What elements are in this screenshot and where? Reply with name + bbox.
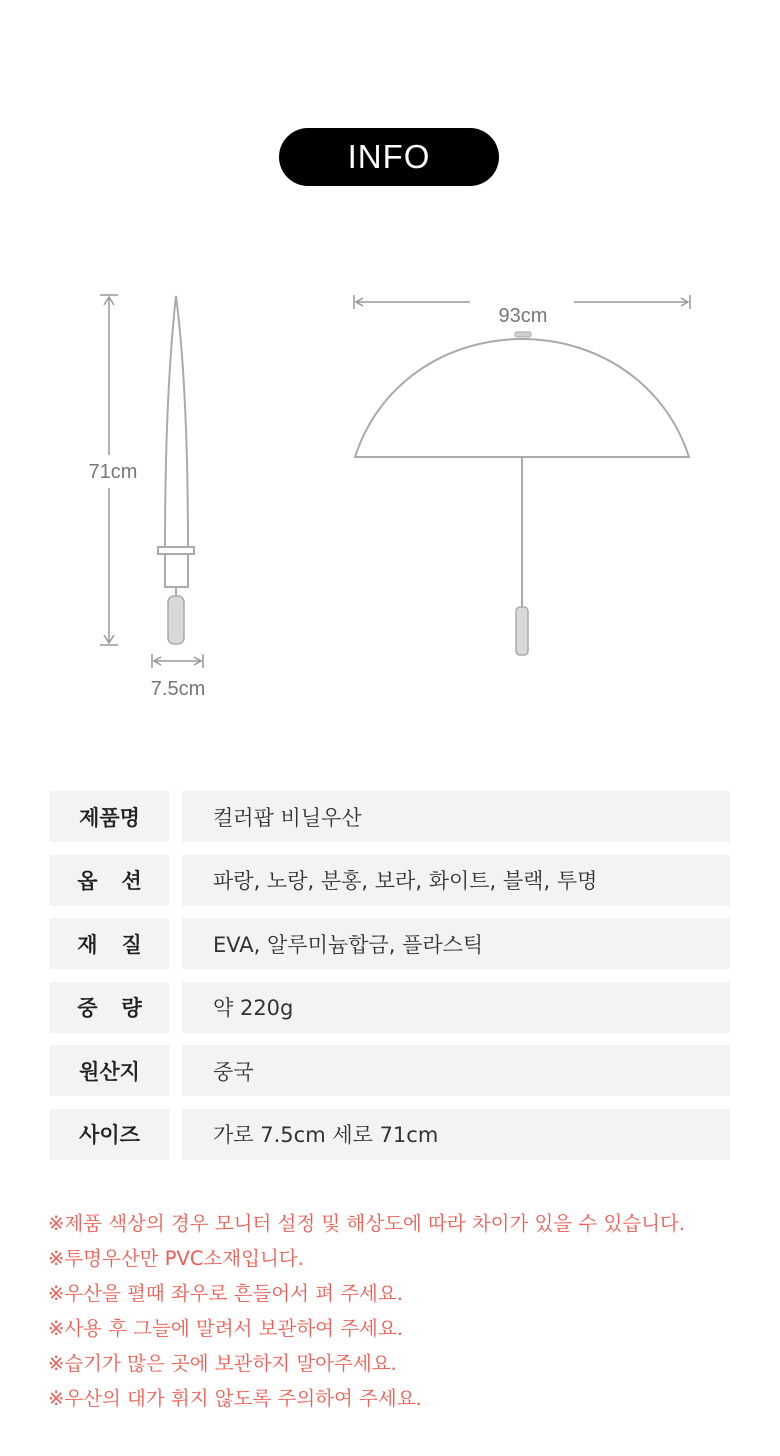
spec-value: 컬러팝 비닐우산 xyxy=(182,791,730,842)
spec-label: 재질 xyxy=(50,918,169,969)
spec-row xyxy=(50,791,730,842)
width-dimension-line xyxy=(152,654,203,668)
caution-notes xyxy=(48,1206,748,1416)
spec-table xyxy=(50,791,730,1172)
spec-row xyxy=(50,855,730,906)
caution-note: ※제품 색상의 경우 모니터 설정 및 해상도에 따라 차이가 있을 수 있습니다. xyxy=(48,1212,685,1235)
spec-label: 원산지 xyxy=(50,1045,169,1096)
spec-label: 제품명 xyxy=(50,791,169,842)
spec-value: 약 220g xyxy=(182,982,730,1033)
caution-note: ※습기가 많은 곳에 보관하지 말아주세요. xyxy=(48,1352,397,1375)
spec-label: 중량 xyxy=(50,982,169,1033)
caution-note: ※우산의 대가 휘지 않도록 주의하여 주세요. xyxy=(48,1387,422,1410)
closed-umbrella-icon xyxy=(158,296,194,644)
spec-value: 파랑, 노랑, 분홍, 보라, 화이트, 블랙, 투명 xyxy=(182,855,730,906)
spec-row xyxy=(50,1045,730,1096)
spec-label: 옵션 xyxy=(50,855,169,906)
diameter-label: 93cm xyxy=(498,305,548,327)
spec-row xyxy=(50,918,730,969)
caution-note: ※투명우산만 PVC소재입니다. xyxy=(48,1247,304,1270)
open-umbrella-icon xyxy=(355,332,689,655)
info-header: INFO xyxy=(279,128,499,186)
width-label: 7.5cm xyxy=(150,678,206,700)
spec-value: EVA, 알루미늄합금, 플라스틱 xyxy=(182,918,730,969)
caution-note: ※사용 후 그늘에 말려서 보관하여 주세요. xyxy=(48,1317,403,1340)
caution-note: ※우산을 펼때 좌우로 흔들어서 펴 주세요. xyxy=(48,1282,403,1305)
spec-value: 가로 7.5cm 세로 71cm xyxy=(182,1109,730,1160)
spec-label: 사이즈 xyxy=(50,1109,169,1160)
height-label: 71cm xyxy=(88,461,138,483)
spec-row xyxy=(50,1109,730,1160)
spec-value: 중국 xyxy=(182,1045,730,1096)
spec-row xyxy=(50,982,730,1033)
